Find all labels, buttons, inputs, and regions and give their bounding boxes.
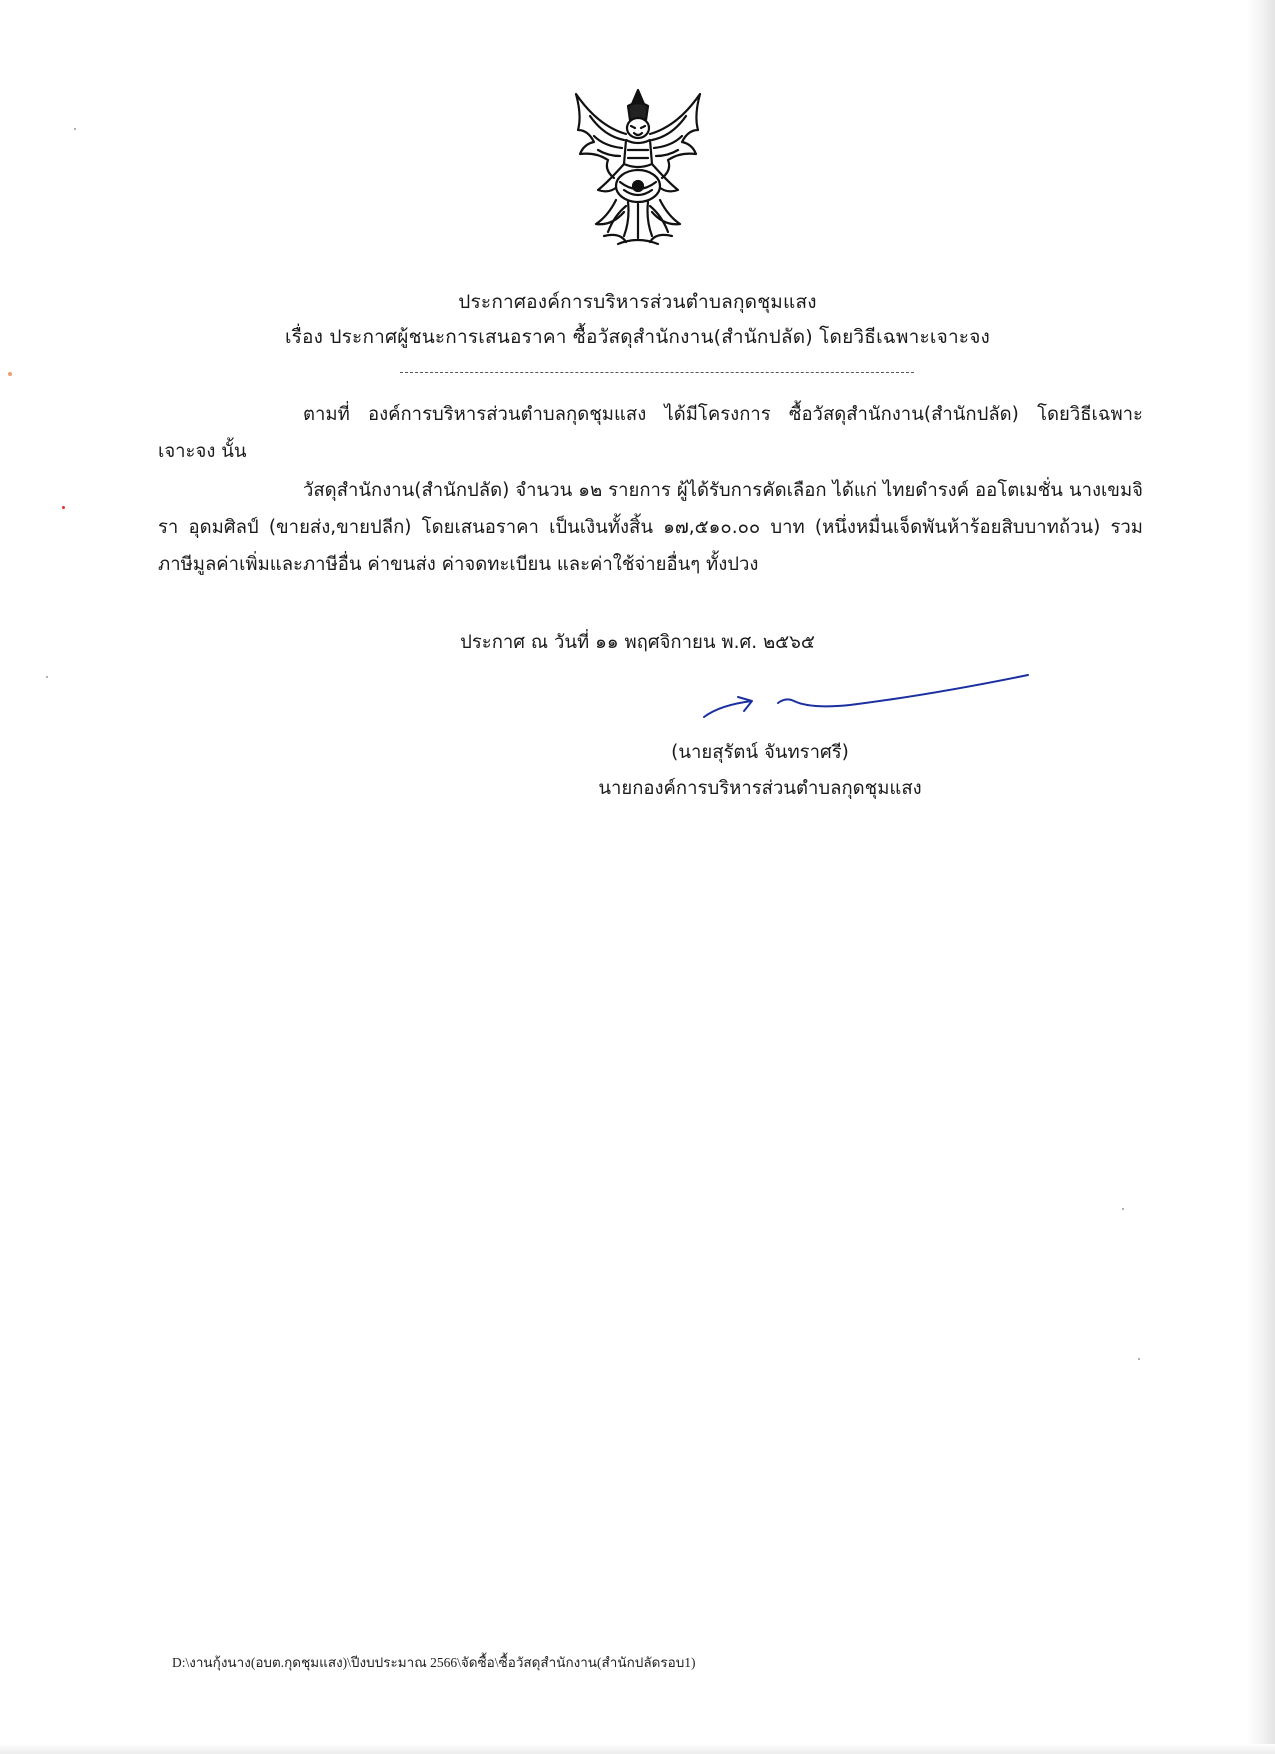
announcement-title: ประกาศองค์การบริหารส่วนตำบลกุดชุมแสง (458, 291, 817, 313)
scan-edge-shadow (1247, 0, 1275, 1754)
garuda-emblem-icon (568, 86, 708, 250)
body-paragraph-1: ตามที่ องค์การบริหารส่วนตำบลกุดชุมแสง ได้มีโครงการ ซื้อวัสดุสำนักงาน(สำนักปลัด) โดยวิธีเฉพาะเจาะจง นั้น (158, 404, 1143, 462)
scan-speck (46, 676, 48, 678)
announcement-date: ประกาศ ณ วันที่ ๑๑ พฤศจิกายน พ.ศ. ๒๕๖๕ (460, 632, 815, 653)
body-paragraph-2: วัสดุสำนักงาน(สำนักปลัด) จำนวน ๑๒ รายการ ผู้ได้รับการคัดเลือก ได้แก่ ไทยดำรงค์ ออโตเมชั่น นางเขมจิรา อุดมศิลป์ (ขายส่ง,ขายปลีก) โดยเสนอราคา เป็นเงินทั้งสิ้น ๑๗,๕๑๐.๐๐ บาท (หนึ่งหมื่นเจ็ดพันห้าร้อยสิบบาทถ้วน) รวมภาษีมูลค่าเพิ่มและภาษีอื่น ค่าขนส่ง ค่าจดทะเบียน และค่าใช้จ่ายอื่นๆ ทั้งปวง (158, 480, 1143, 575)
handwritten-signature (690, 665, 1040, 721)
scan-speck (8, 372, 12, 376)
dashed-divider (400, 372, 914, 373)
scan-speck (1138, 1358, 1140, 1360)
scan-speck (1122, 1208, 1124, 1210)
signer-position: นายกองค์การบริหารส่วนตำบลกุดชุมแสง (598, 778, 922, 799)
file-path-footer: D:\งานกุ้งนาง(อบต.กุดชุมแสง)\ปีงบประมาณ 2566\จัดซื้อ\ซื้อวัสดุสำนักงาน(สำนักปลัดรอบ1) (172, 1655, 696, 1670)
announcement-subject: เรื่อง ประกาศผู้ชนะการเสนอราคา ซื้อวัสดุสำนักงาน(สำนักปลัด) โดยวิธีเฉพาะเจาะจง (284, 326, 991, 348)
scan-edge-bottom-shadow (0, 1744, 1275, 1754)
scan-speck (62, 506, 65, 509)
signer-name: (นายสุรัตน์ จันทราศรี) (671, 742, 849, 763)
scan-speck (74, 128, 76, 130)
